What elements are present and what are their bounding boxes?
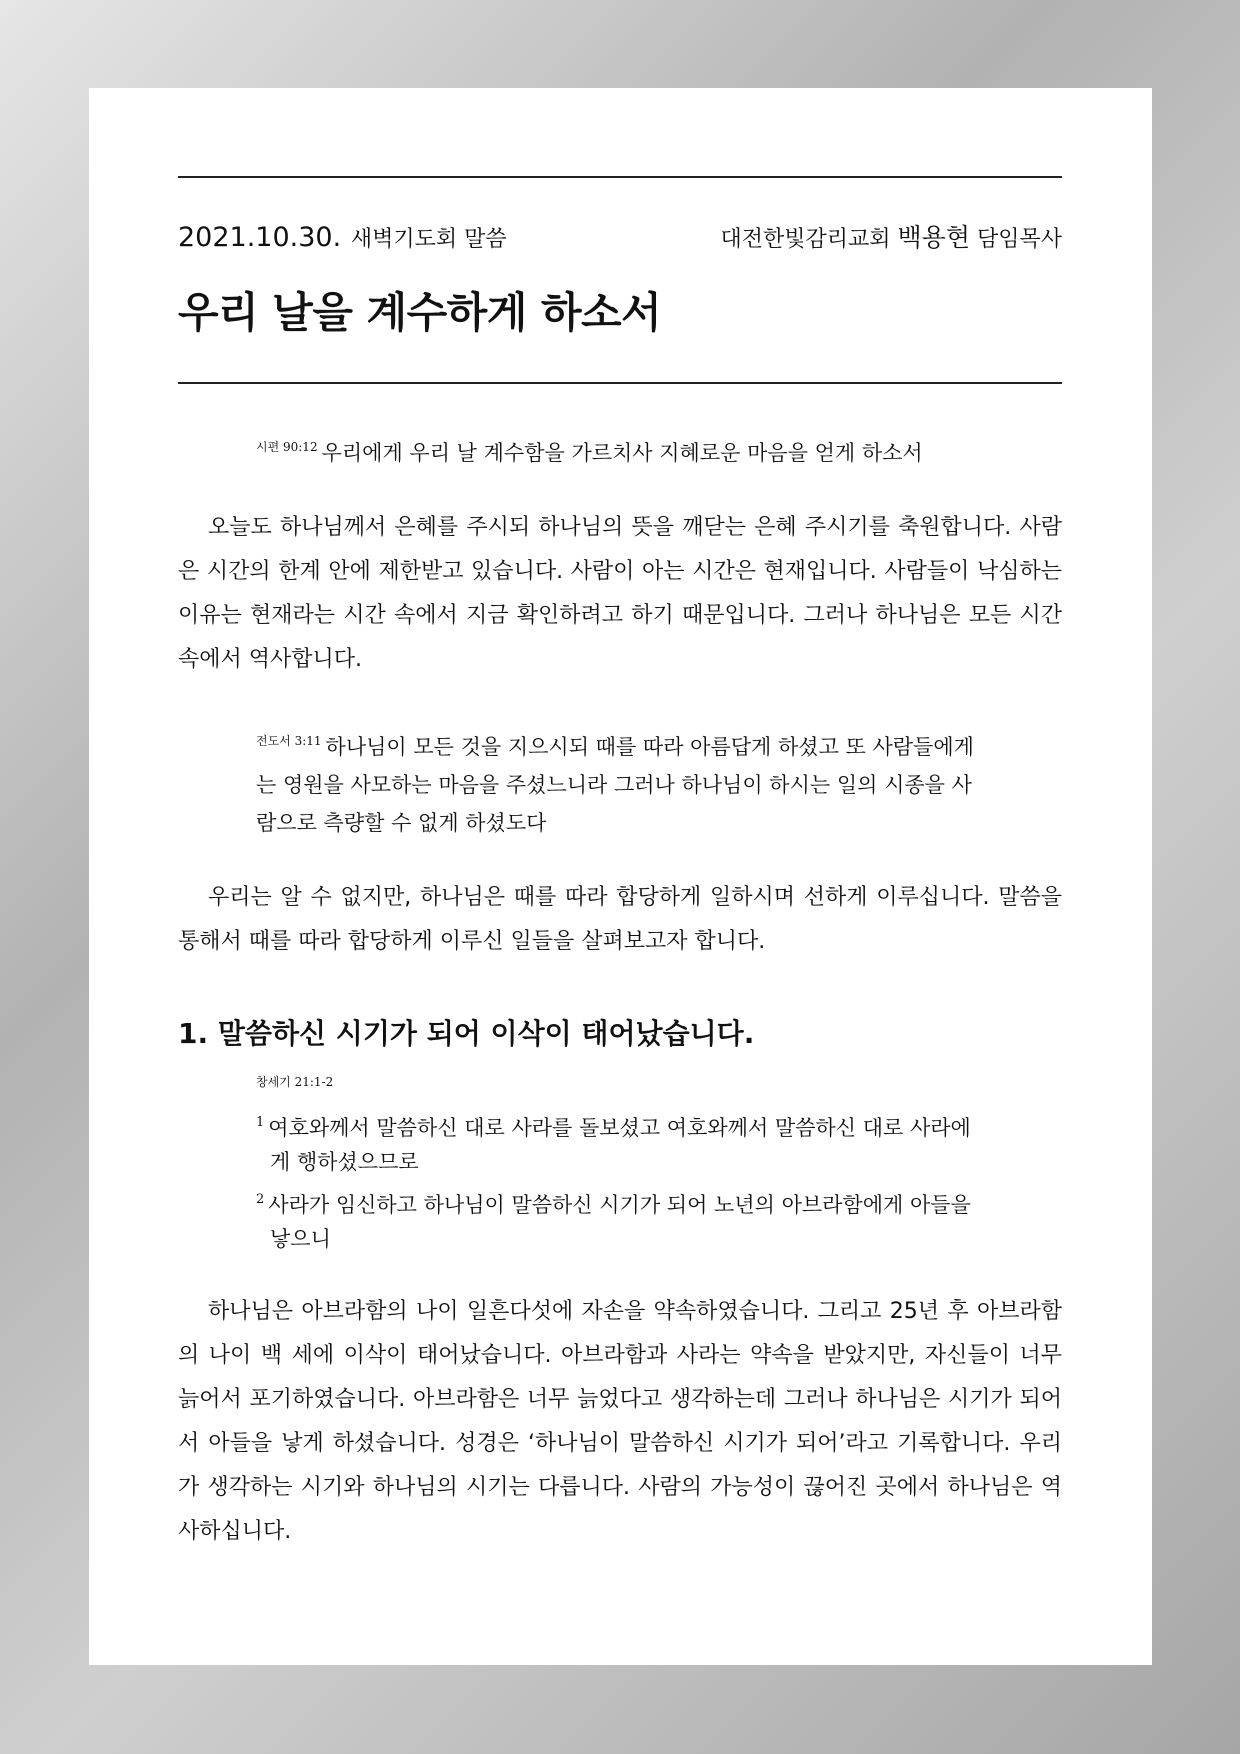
paragraph-3 [178, 1290, 1062, 1554]
document-page [89, 88, 1152, 1665]
key-verse-text: 우리에게 우리 날 계수함을 가르치사 지혜로운 마음을 얻게 하소서 [321, 441, 923, 465]
verse-line [256, 1183, 984, 1256]
pastor-title: 담임목사 [976, 227, 1062, 252]
verse-text: 여호와께서 말씀하신 대로 사라를 돌보셨고 여호와께서 말씀하신 대로 사라에게 행하셨으므로 [268, 1116, 971, 1174]
verse-2 [256, 722, 984, 842]
verse-text: 사라가 임신하고 하나님이 말씀하신 시기가 되어 노년의 아브라함에게 아들을 낳으니 [268, 1193, 971, 1251]
key-verse [256, 428, 984, 472]
page-content [178, 176, 1062, 1554]
verse-number: 2 [256, 1192, 265, 1207]
top-rule [178, 176, 1062, 178]
section-1-verses [256, 1074, 984, 1256]
header-row [178, 218, 1062, 254]
paragraph-2-text: 우리는 알 수 없지만, 하나님은 때를 따라 합당하게 일하시며 선하게 이루십니다. 말씀을 통해서 때를 따라 합당하게 이루신 일들을 살펴보고자 합니다. [178, 885, 1062, 954]
paragraph-1-text: 오늘도 하나님께서 은혜를 주시되 하나님의 뜻을 깨닫는 은혜 주시기를 축원합니다. 사람은 시간의 한계 안에 제한받고 있습니다. 사람이 아는 시간은 현재입니다. 사람들이 낙심하는 이유는 현재라는 시간 속에서 지금 확인하려고 하기 때문입니다. 그러나 하나님은 모든 시간 속에서 역사합니다. [178, 515, 1062, 672]
sermon-title: 우리 날을 계수하게 하소서 [178, 288, 662, 337]
bottom-rule [178, 382, 1062, 384]
verse-2-text: 하나님이 모든 것을 지으시되 때를 따라 아름답게 하셨고 또 사람들에게는 영원을 사모하는 마음을 주셨느니라 그러나 하나님이 하시는 일의 시종을 사람으로 측량할 수 없게 하셨도다 [256, 735, 974, 835]
paragraph-1 [178, 506, 1062, 682]
church-name: 대전한빛감리교회 [720, 227, 891, 252]
section-1-verse-ref: 창세기 21:1-2 [256, 1075, 334, 1089]
pastor-name: 백용현 [897, 223, 970, 252]
service-name: 새벽기도회 말씀 [350, 227, 507, 252]
paragraph-2 [178, 876, 1062, 964]
paragraph-3-text: 하나님은 아브라함의 나이 일흔다섯에 자손을 약속하였습니다. 그리고 25년 후 아브라함의 나이 백 세에 이삭이 태어났습니다. 아브라함과 사라는 약속을 받았지만, 자신들이 너무 늙어서 포기하였습니다. 아브라함은 너무 늙었다고 생각하는데 그러나 하나님은 시기가 되어서 아들을 낳게 하셨습니다. 성경은 ‘하나님이 말씀하신 시기가 되어’라고 기록합니다. 우리가 생각하는 시기와 하나님의 시기는 다릅니다. 사람의 가능성이 끊어진 곳에서 하나님은 역사하십니다. [178, 1299, 1062, 1544]
section-1-heading: 1. 말씀하신 시기가 되어 이삭이 태어났습니다. [178, 1017, 755, 1050]
verse-number: 1 [256, 1115, 265, 1130]
date: 2021.10.30. [178, 222, 342, 253]
verse-line [256, 1106, 984, 1179]
verse-2-ref: 전도서 3:11 [256, 734, 322, 748]
date-line [178, 222, 507, 253]
church-line [721, 218, 1063, 254]
key-verse-ref: 시편 90:12 [256, 440, 318, 454]
